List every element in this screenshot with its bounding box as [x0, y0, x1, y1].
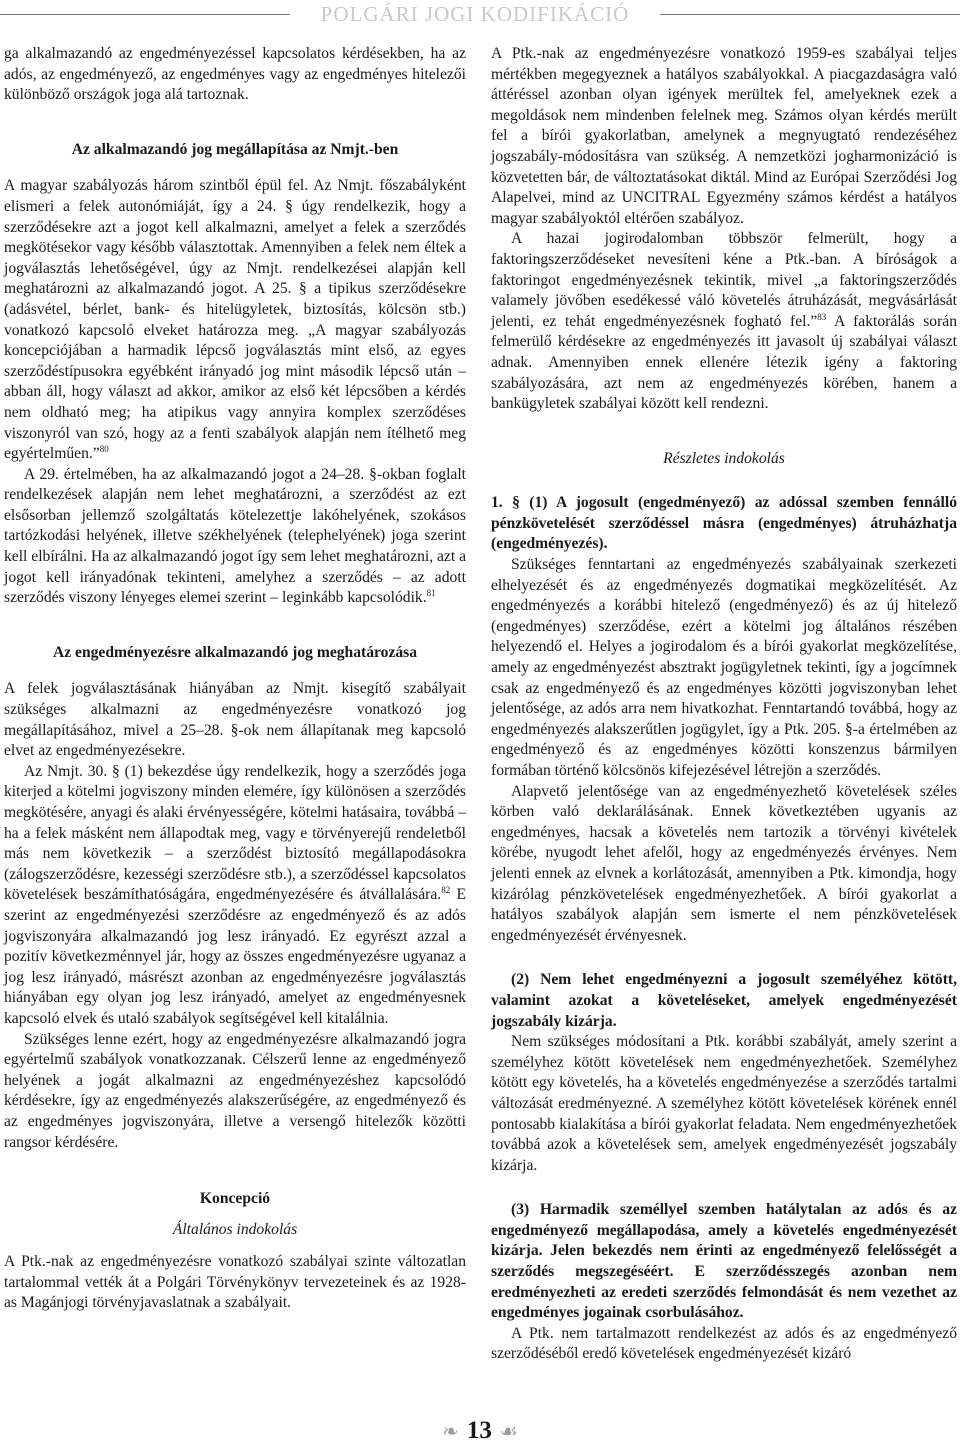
paragraph-text: A magyar szabályozás három szintből épül fel. Az Nmjt. főszabályként elismeri a felek autonómiáját, így a 24. § úgy rendelkezik, hogy a szerződésekre azt a jogot kell alkalmazni, amelyet a felek a szerződés megkötésekor vagy később választottak. Amennyiben a felek nem éltek a jogválasztás lehetőségével, úgy az Nmjt. rendelkezései alapján kell meghatározni az alkalmazandó jogot. A 25. § a tipikus szerződésekre (adásvétel, bérlet, bank- és hitelügyletek, biztosítás, kölcsön stb.) vonatkozó kapcsoló elveket határozza meg. „A magyar szabályozás koncepciójában a harmadik lépcső jogválasztás mint első, az egyes szerződéstípusokra egyébként irányadó jog mint második lépcső után – abban áll, hogy választ ad akkor, amikor az első két lépcsőben a kérdés nem oldható meg; ha atipikus vagy annyira komplex szerződéses viszonyról van szó, hogy az a fenti szabályok alapján nem ítélhető meg egyértelműen.” — [4, 177, 466, 463]
statute-text: (2) Nem lehet engedményezni a jogosult személyéhez kötött, valamint azokat a követeléseket, amelyek engedményezését jogszabály kizárja. — [491, 971, 957, 1030]
paragraph: A felek jogválasztásának hiányában az Nmjt. kisegítő szabályait szükséges alkalmazni az engedményezésre vonatkozó jog megállapításához, mivel a 25–28. §-ok nem állapítanak meg kapcsoló elvet az engedményezésekre. — [4, 680, 466, 760]
footnote-ref: 81 — [426, 588, 436, 599]
paragraph — [4, 176, 466, 464]
statute-text: (3) Harmadik személlyel szemben hatálytalan az adós és az engedményező megállapodása, amely a követelés engedményezését kizárja. Jelen bekezdés nem érinti az engedményező felelősségét a szerződés megszegéséért. E szerződésszegés azonban nem eredményezheti az eredeti szerződés felmondását és nem vezethet az engedményes jogainak csorbulásához. — [491, 1201, 957, 1322]
right-ornament-icon: ☙ — [499, 1420, 518, 1443]
spacer — [4, 609, 466, 643]
paragraph-text: A faktorálás során felmerülő kérdésekre az engedményezés itt javasolt új szabályai választ adnak. Amennyiben ennek ellenére létezik igény a faktoring szabályozására, azt nem az engedményezés körében, hanem a bankügyletek szabályai között kell rendezni. — [491, 312, 957, 413]
left-ornament-icon: ❧ — [442, 1420, 459, 1443]
page-number: 13 — [466, 1417, 492, 1444]
paragraph: A Ptk. nem tartalmazott rendelkezést az adós és az engedményező szerződéséből eredő követelések engedményezését kizáró — [491, 1324, 957, 1363]
spacer — [491, 946, 957, 970]
spacer — [4, 663, 466, 679]
footnote-ref: 80 — [99, 443, 109, 454]
journal-title: POLGÁRI JOGI KODIFIKÁCIÓ — [320, 2, 630, 26]
page-footer — [0, 1417, 960, 1447]
subsection-heading: Általános indokolás — [172, 1220, 298, 1238]
paragraph: Szükséges lenne ezért, hogy az engedményezésre alkalmazandó jogra egyértelmű szabályok vonatkozzanak. Célszerű lenne az engedményező helyének a jogát alkalmazni az engedményezéshez kapcsolódó kérdésekre, így az engedményezés alakszerűségére, az engedményező és az engedményes jogviszonyára, illetve a versengő hitelezők közötti rangsor kérdésére. — [4, 1030, 466, 1151]
statute-text: 1. § (1) A jogosult (engedményező) az adóssal szemben fennálló pénzkövetelését szerződéssel másra (engedményes) átruházhatja (engedményezés). — [491, 494, 957, 553]
right-column — [491, 44, 957, 1365]
section-heading: Az alkalmazandó jog megállapítása az Nmjt.-ben — [71, 140, 399, 158]
spacer — [491, 469, 957, 493]
spacer — [4, 106, 466, 140]
paragraph — [491, 229, 957, 414]
spacer — [4, 1153, 466, 1189]
paragraph-text: Az Nmjt. 30. § (1) bekezdése úgy rendelkezik, hogy a szerződés joga kiterjed a kötelmi jogviszony minden elemére, így különösen a szerződés megkötésére, anyagi és alaki érvényességére, kötelmi hatásaira, továbbá – ha a felek másként nem állapodtak meg, vagy e törvényerejű rendeletből más nem következik – a szerződést biztosító megállapodásokra (zálogszerződésre, kezességi szerződésre stb.), a szerződéssel kapcsolatos követelések beszámíthatóságára, engedményezésére és átvállalására. — [4, 762, 466, 904]
section-heading: Az engedményezésre alkalmazandó jog meghatározása — [52, 643, 418, 661]
subsection-heading: Részletes indokolás — [663, 449, 785, 467]
paragraph: A Ptk.-nak az engedményezésre vonatkozó 1959-es szabályai teljes mértékben megegyeznek a hatályos szabályokkal. A piacgazdaságra való áttéréssel azonban olyan igények merültek fel, amelyeknek ezek a megoldások nem mindenben felelnek meg. Számos olyan kérdés merült fel a bírói gyakorlatban, amelynek a megnyugtató rendezéséhez jogszabály-módosításra van szükség. A nemzetközi jogharmonizáció is közvetetten bár, de változtatásokat diktál. Mind az Európai Szerződési Jog Alapelvei, mind az UNCITRAL Egyezmény számos kérdést a hatályos magyar szabályoktól eltérően szabályoz. — [491, 45, 957, 227]
paragraph: Alapvető jelentősége van az engedményezhető követelések széles körben való deklarálásának. Ennek következtében ugyanis az engedményes, hacsak a követelés nem tartozik a törvényi kivételek körébe, nyugodt lehet afelől, hogy az engedményezés érvényes. Nem jelenti ennek az elvnek a korlátozását, amennyiben a Ptk. kimondja, hogy kizárólag pénzkövetelések engedményezhetőek. A bírói gyakorlat a hatályos szabályok alapján sem ismerte el nem pénzkövetelések engedményezését érvényesnek. — [491, 782, 957, 944]
paragraph-text: A 29. értelmében, ha az alkalmazandó jogot a 24–28. §-okban foglalt rendelkezések alapján nem lehet meghatározni, a szerződést az ezt elsősorban jellemző szolgáltatás kötelezettje lakóhelyének, szokásos tartózkodási helyének, illetve székhelyének (telephelyének) joga szerint kell elbírálni. Ha az alkalmazandó jogot így sem lehet meghatározni, azt a jogot kell irányadónak tekinteni, amelyhez a szerződés – az adott szerződés viszony lényeges elemei szerint – leginkább kapcsolódik. — [4, 465, 466, 607]
paragraph: ga alkalmazandó az engedményezéssel kapcsolatos kérdésekben, ha az adós, az engedményező, az engedményes vagy az engedményes hitelezői különböző országok joga alá tartoznak. — [4, 45, 466, 104]
paragraph — [4, 465, 466, 609]
left-column — [4, 44, 466, 1314]
section-heading: Koncepció — [199, 1190, 271, 1208]
spacer — [491, 415, 957, 449]
spacer — [4, 160, 466, 176]
footnote-ref: 83 — [817, 311, 827, 322]
paragraph: Nem szükséges módosítani a Ptk. korábbi szabályát, amely szerint a személyhez kötött követelések nem engedményezhetőek. Személyhez kötött egy követelés, ha a követelés engedményezése a szerződés tartalmi változását eredményezné. A személyhez kötött követelések körének ennél pontosabb kialakítása a bírói gyakorlat feladata. Nem engedményezhetőek továbbá azok a követelések sem, amelyek engedményezését jogszabály kizárja. — [491, 1033, 957, 1174]
spacer — [4, 1240, 466, 1252]
running-header — [0, 0, 960, 30]
paragraph: Szükséges fenntartani az engedményezés szabályainak szerkezeti elhelyezését és az engedményezés dogmatikai megközelítését. Az engedményezés a korábbi hitelező (engedményező) és az új hitelező (engedményes) szerződése, ezért a kötelmi jog általános részében helyezendő el. Helyes a jogirodalom és a bírói gyakorlat megközelítése, amely az engedményezést absztrakt jogügyletnek tekinti, így a jogcímnek csak az engedményező és az engedményes közötti jogviszonyban lehet jelentősége, az adós arra nem hivatkozhat. Fenntartandó továbbá, hogy az engedményezés alakszerűtlen jogügylet, így a Ptk. 205. §-a értelmében az engedményező és az engedményes közötti konszenzus bármilyen formában történő kölcsönös kifejezésével létrejön a szerződés. — [491, 556, 957, 779]
spacer — [491, 1176, 957, 1200]
paragraph-text: E szerint az engedményezési szerződésre az engedményező és az adós jogviszonyára alkalmazandó jog lesz irányadó. Ez egyrészt azzal a pozitív következménnyel jár, hogy az összes engedményezésre ugyanaz a jog lesz irányadó, másrészt azonban az engedményezésre jogválasztás hiányában egy olyan jog lesz irányadó, amelyet az engedményesnek kapcsoló elvek és utaló szabályok segítségével kell kitalálnia. — [4, 886, 466, 1027]
footnote-ref: 82 — [441, 885, 451, 896]
paragraph — [4, 762, 466, 1030]
paragraph: A Ptk.-nak az engedményezésre vonatkozó szabályai szinte változatlan tartalommal vették át a Polgári Törvénykönyv tervezeteinek és az 1928-as Magánjogi törvényjavaslatnak a szabályait. — [4, 1253, 466, 1312]
spacer — [4, 1210, 466, 1220]
header-rule-left — [0, 14, 290, 15]
paragraph-text: A hazai jogirodalomban többször felmerült, hogy a faktoringszerződéseket nevesíteni kéne a Ptk.-ban. A bíróságok a faktoringot engedményezésnek tekintik, mivel „a faktoringszerződés valamely jövőben esedékessé váló követelés átruházását, megvásárlását jelenti, ez tehát engedményezésnek fogható fel.” — [491, 230, 957, 330]
header-rule-right — [660, 14, 960, 15]
